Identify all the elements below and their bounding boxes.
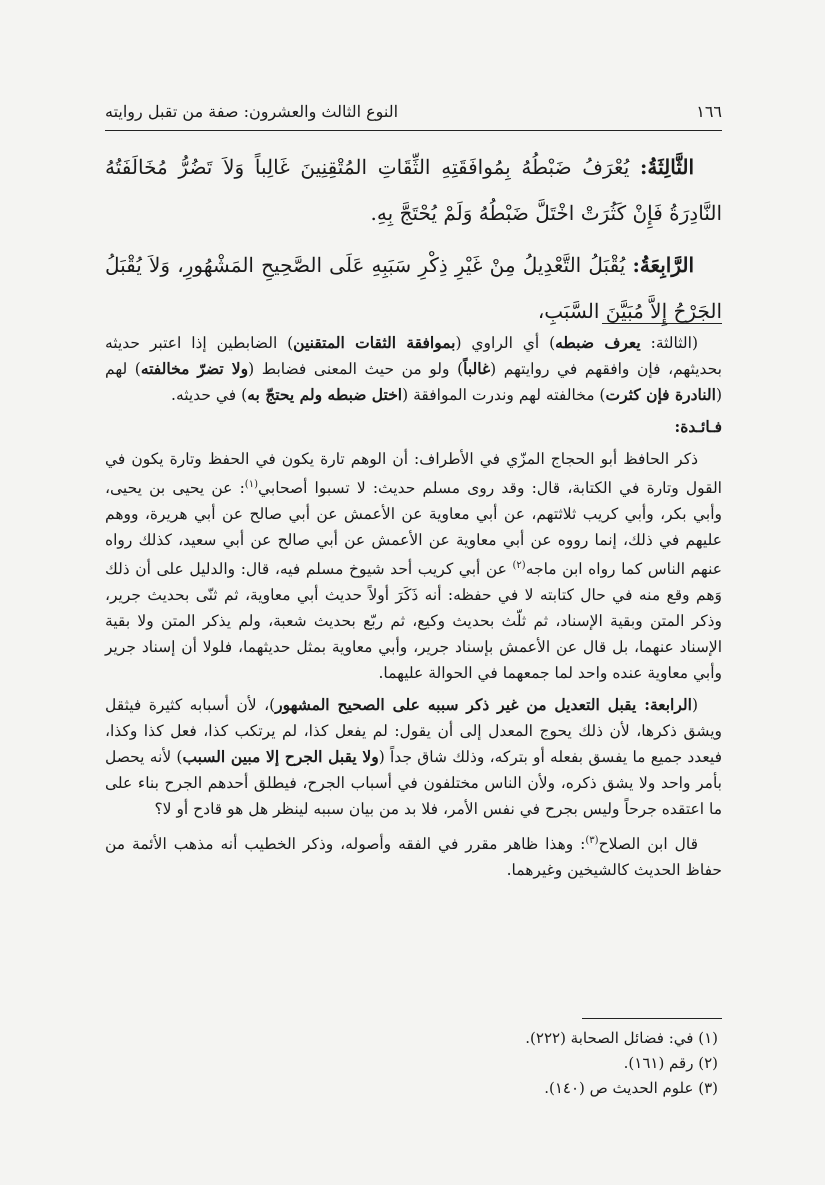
faida-heading: فـائـدة: bbox=[674, 417, 722, 436]
text-run: )، لأن أسبابه كثيرة فيثقل ويشق ذكرها، لأن ذلك يحوج المعدل إلى أن يقول: لم يفعل كذا، لم يرتكب كذا، فعل كذا وكذا، فيعدد جميع ما يفسق بفعله أو بتركه، وذلك شاق جداً ( bbox=[105, 696, 722, 767]
text-run: ) ولو من حيث المعنى فضابط ( bbox=[248, 360, 464, 378]
text-run: ( bbox=[691, 696, 698, 715]
commentary-paragraph bbox=[105, 828, 722, 883]
footnote-1: (١) في: فضائل الصحابة (٢٢٢). bbox=[525, 1029, 718, 1047]
footnote-ref[interactable]: (٢) bbox=[512, 560, 526, 572]
footnote-2: (٢) رقم (١٦١). bbox=[623, 1054, 718, 1072]
bold-run: اختل ضبطه ولم يحتجّ به bbox=[247, 385, 403, 404]
footnotes bbox=[105, 1026, 722, 1101]
matn-body: يُقْبَلُ التَّعْدِيلُ مِنْ غَيْرِ ذِكْرِ سَبَبِهِ عَلَى الصَّحِيحِ المَشْهُورِ، وَلاَ يُقْبَلُ الجَرْحُ إِلاَّ مُبَيَّنَ السَّبَبِ، bbox=[105, 253, 722, 323]
bold-run: ولا تضرّ مخالفته bbox=[140, 359, 249, 378]
text-run: ) مخالفته لهم وندرت الموافقة ( bbox=[402, 386, 606, 404]
text-run: ) لأنه يحصل بأمر واحد ولا يشق ذكره، ولأن الناس مختلفون في أسباب الجرح، فيطلق أحدهم الجرح بناء على ما اعتقده جرحاً وليس بجرح في نفس الأمر، فلا بد من بيان سببه لينظر هل هو قادح أو لا؟ bbox=[105, 748, 722, 819]
commentary-paragraph bbox=[105, 692, 722, 822]
page-header bbox=[105, 98, 722, 124]
matn-text bbox=[105, 144, 722, 340]
text-run: (الثالثة: bbox=[640, 334, 698, 352]
commentary-paragraph bbox=[105, 446, 722, 686]
commentary-paragraph bbox=[105, 330, 722, 408]
matn-paragraph-3 bbox=[105, 144, 722, 236]
text-run: ذكر الحافظ أبو الحجاج المزّي في الأطراف: أن الوهم تارة يكون في الحفظ وتارة يكون في القول وتارة في الكتابة، قال: وقد روى مسلم حديث: لا تسبوا أصحابي bbox=[105, 450, 722, 498]
text-run: ) الضابطين إذا اعتبر حديثه بحديثهم، فإن وافقهم في روايتهم ( bbox=[105, 334, 722, 378]
bold-run: النادرة فإن كثرت bbox=[605, 385, 716, 404]
commentary-text bbox=[105, 330, 722, 889]
footnote-3: (٣) علوم الحديث ص (١٤٠). bbox=[544, 1079, 718, 1097]
bold-run: يعرف ضبطه bbox=[555, 333, 641, 352]
text-run: عن أبي كريب أحد شيوخ مسلم فيه، قال: والدليل على أن ذلك وَهم وقع منه في حال كتابته لا في حفظه: أنه ذَكَرَ أولاً حديث أبي معاوية، ثم ثنّى بحديث جرير، وذكر المتن وبقية الإسناد، ثم ثلّث بحديث وكيع، ثم ربّع بحديث شعبة، ولم يذكر المتن ولا بقية الإسناد عنهما، بل قال عن الأعمش بإسناد جرير، وأبي معاوية بمثل حديثهما، فلولا أن إسناد جرير وأبي معاوية عنده واحد لما جمعهما في الحوالة عليهما. bbox=[105, 560, 722, 683]
footnote-ref[interactable]: (١) bbox=[244, 479, 258, 490]
matn-label: الثَّالِثَةُ: bbox=[640, 155, 695, 179]
matn-paragraph-4 bbox=[105, 242, 722, 334]
bold-run: ولا يقبل الجرح إلا مبين السبب bbox=[182, 747, 379, 767]
bold-run: غالباً bbox=[463, 359, 491, 378]
text-run: ) في حديثه. bbox=[171, 386, 248, 404]
commentary-rule bbox=[602, 323, 722, 324]
running-title: النوع الثالث والعشرون: صفة من تقبل روايته bbox=[105, 101, 399, 121]
matn-label: الرَّابِعَةُ: bbox=[632, 253, 695, 277]
text-run: ) لهم ( bbox=[105, 360, 722, 404]
text-run: : عن يحيى بن يحيى، وأبي بكر، وأبي كريب ثلاثتهم، عن أبي معاوية عن الأعمش عن أبي صالح عن أبي هريرة، ووهم عليهم في ذلك، إنما رووه عن أبي معاوية عن الأعمش عن أبي صالح عن أبي سعيد، كذلك رواه عنهم الناس كما رواه ابن ماجه bbox=[105, 479, 723, 579]
text-run: ) أي الراوي ( bbox=[455, 334, 556, 352]
footnote-ref[interactable]: (٣) bbox=[585, 835, 599, 847]
text-run: قال ابن الصلاح bbox=[598, 835, 698, 854]
header-rule bbox=[105, 130, 722, 131]
page-number: ١٦٦ bbox=[696, 101, 722, 121]
bold-run: الرابعة: يقبل التعديل من غير ذكر سببه على الصحيح المشهور bbox=[275, 695, 692, 715]
footnotes-rule bbox=[582, 1018, 722, 1019]
bold-run: بموافقة الثقات المتقنين bbox=[293, 333, 456, 352]
matn-body: يُعْرَفُ ضَبْطُهُ بِمُوافَقَتِهِ الثِّقَاتِ المُتْقِنِينَ غَالِباً وَلاَ تَضُرُّ مُخَالَفَتُهُ النَّادِرَةُ فَإِنْ كَثُرَتْ اخْتَلَّ ضَبْطُهُ وَلَمْ يُحْتَجَّ بِهِ. bbox=[105, 155, 722, 225]
text-run: : وهذا ظاهر مقرر في الفقه وأصوله، وذكر الخطيب أنه مذهب الأئمة من حفاظ الحديث كالشيخين وغيرهما. bbox=[105, 835, 722, 880]
